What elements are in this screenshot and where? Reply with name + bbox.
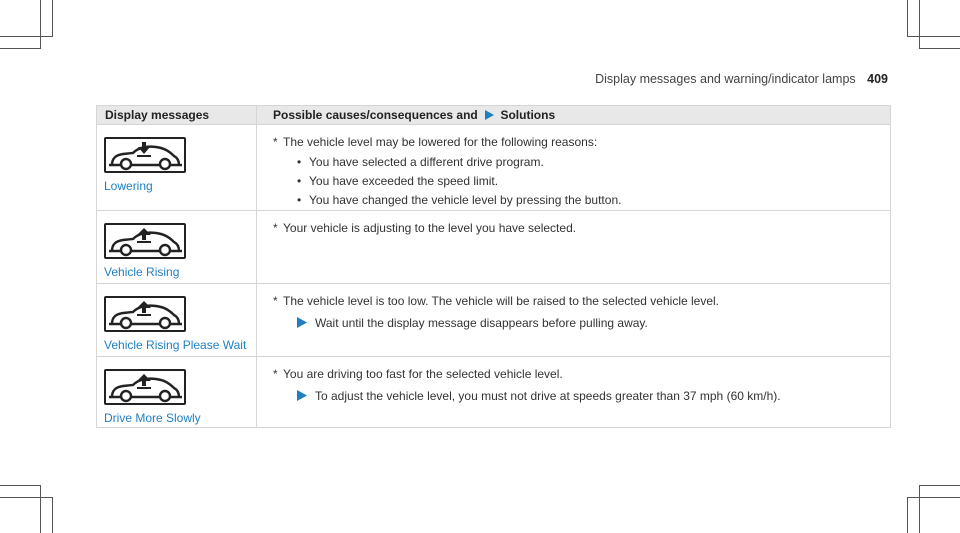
solution-step: To adjust the vehicle level, you must not drive at speeds greater than 37 mph (60 km/h).: [297, 387, 890, 405]
list-item: • You have changed the vehicle level by pressing the button.: [297, 191, 890, 210]
reason-list: [273, 153, 890, 210]
crop-mark: [919, 485, 920, 533]
header-title: Display messages and warning/indicator lamps: [595, 72, 856, 86]
page-number: 409: [867, 72, 888, 86]
table-row: [97, 357, 891, 428]
cause-text: * The vehicle level is too low. The vehicle will be raised to the selected vehicle level.: [273, 294, 720, 308]
cause-text: * The vehicle level may be lowered for the following reasons:: [273, 135, 598, 149]
display-messages-table: [96, 105, 891, 428]
crop-mark: [919, 485, 960, 486]
asterisk: *: [273, 367, 278, 381]
cause-text: * You are driving too fast for the selected vehicle level.: [273, 367, 563, 381]
crop-mark: [919, 48, 960, 49]
solution-arrow-icon: [297, 317, 307, 328]
crop-mark: [919, 0, 920, 48]
column-header-causes: [257, 106, 891, 125]
table-row: [97, 211, 891, 284]
message-label: Drive More Slowly: [104, 411, 201, 425]
vehicle-lowering-icon: [104, 137, 186, 173]
cause-text: * Your vehicle is adjusting to the level you have selected.: [273, 221, 577, 235]
table-header-row: [97, 106, 891, 125]
crop-mark: [0, 497, 53, 498]
crop-mark: [40, 0, 41, 48]
asterisk: *: [273, 135, 278, 149]
column-header-solutions-text: Solutions: [500, 108, 556, 122]
vehicle-rising-icon: [104, 369, 186, 405]
vehicle-rising-icon: [104, 296, 186, 332]
column-header-messages: Display messages: [97, 106, 257, 125]
solution-arrow-icon: [297, 390, 307, 401]
vehicle-rising-icon: [104, 223, 186, 259]
crop-mark: [907, 497, 908, 533]
column-header-causes-text: Possible causes/consequences and: [273, 108, 478, 122]
crop-mark: [907, 36, 960, 37]
crop-mark: [907, 0, 908, 36]
message-label: Lowering: [104, 179, 153, 193]
message-label: Vehicle Rising: [104, 265, 180, 279]
message-label: Vehicle Rising Please Wait: [104, 338, 247, 352]
table-row: [97, 125, 891, 211]
crop-mark: [52, 497, 53, 533]
solution-step: Wait until the display message disappears before pulling away.: [297, 314, 890, 332]
crop-mark: [40, 485, 41, 533]
solution-arrow-icon: [484, 110, 494, 120]
list-item: • You have exceeded the speed limit.: [297, 172, 890, 191]
crop-mark: [0, 48, 41, 49]
table-row: [97, 284, 891, 357]
asterisk: *: [273, 221, 278, 235]
asterisk: *: [273, 294, 278, 308]
crop-mark: [0, 485, 41, 486]
crop-mark: [0, 36, 53, 37]
page-header: [595, 72, 888, 86]
crop-mark: [52, 0, 53, 36]
list-item: • You have selected a different drive program.: [297, 153, 890, 172]
crop-mark: [907, 497, 960, 498]
